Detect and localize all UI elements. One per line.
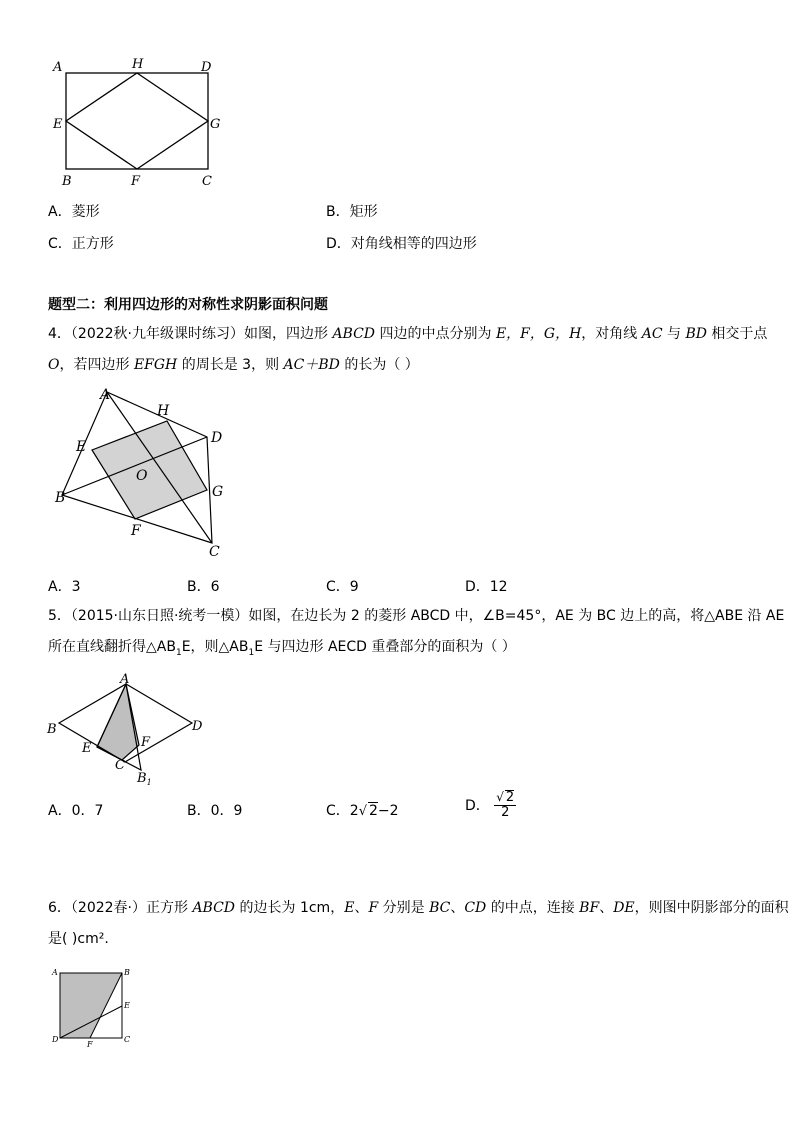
label-g: G bbox=[210, 117, 221, 132]
label-g: G bbox=[212, 484, 224, 500]
q3-option-a[interactable]: A．菱形 bbox=[48, 204, 100, 220]
q4-option-b[interactable]: B．6 bbox=[187, 579, 220, 595]
label-e: E bbox=[53, 117, 63, 132]
label-c: C bbox=[209, 544, 220, 560]
label-f: F bbox=[131, 174, 141, 189]
label-e: E bbox=[76, 439, 87, 455]
label-c: C bbox=[115, 758, 125, 773]
shaded-region bbox=[60, 973, 122, 1038]
label-b: B bbox=[55, 490, 66, 506]
q5-option-d[interactable]: D． $\frac{√ 2}{2}$ bbox=[465, 790, 515, 820]
label-b: B bbox=[62, 174, 72, 189]
label-f: F bbox=[131, 523, 141, 539]
q3-option-b[interactable]: B．矩形 bbox=[326, 204, 378, 220]
q5-option-a[interactable]: A．0．7 bbox=[48, 803, 104, 819]
q5-text-line2: 所在直线翻折得$\triangle AB_1E$，则$\triangle AB_1E$ 与四边形 AECD 重叠部分的面积为（ ） bbox=[48, 639, 516, 658]
label-f: F bbox=[141, 735, 151, 750]
label-h: H bbox=[157, 403, 170, 419]
label-d: D bbox=[192, 719, 203, 734]
fraction-root2-over-2: $\frac{√ 2}{2}$ bbox=[496, 790, 515, 820]
rectangle-abcd bbox=[66, 73, 208, 169]
label-d: D bbox=[201, 60, 212, 75]
q4-option-d[interactable]: D．12 bbox=[465, 579, 508, 595]
label-c: C bbox=[124, 1035, 131, 1044]
section-title: 题型二：利用四边形的对称性求阴影面积问题 bbox=[48, 297, 328, 313]
q4-text-line1: 4．（2022秋·九年级课时练习）如图，四边形 ABCD 四边的中点分别为 E，F，G，H，对角线 AC 与 BD 相交于点 bbox=[48, 326, 768, 342]
q5-text-line1: 5．（2015·山东日照·统考一模）如图，在边长为 2 的菱形 ABCD 中，∠B=45°，AE 为 BC 边上的高，将△ABE 沿 AE bbox=[48, 608, 785, 624]
q5-option-b[interactable]: B．0．9 bbox=[187, 803, 243, 819]
q5-option-c[interactable]: C．2√ 2−2 bbox=[326, 803, 399, 819]
label-h: H bbox=[132, 57, 144, 72]
label-a: A bbox=[120, 672, 130, 687]
q6-text-line1: 6．（2022春·）正方形 ABCD 的边长为 1cm，E、F 分别是 BC、CD 的中点，连接 BF、DE，则图中阴影部分的面积 bbox=[48, 900, 789, 916]
label-c: C bbox=[202, 174, 212, 189]
q6-figure-square bbox=[40, 965, 150, 1050]
q6-text-line2: 是( )cm². bbox=[48, 931, 109, 947]
label-b1: $B_1$ bbox=[137, 771, 152, 787]
shaded-efgh bbox=[92, 421, 207, 519]
label-b: B bbox=[47, 722, 57, 737]
label-a: A bbox=[100, 387, 111, 403]
figure-rectangle-rhombus bbox=[40, 55, 240, 195]
label-d: D bbox=[211, 430, 223, 446]
label-e: E bbox=[82, 741, 92, 756]
rhombus-ehgf bbox=[66, 73, 208, 169]
q3-option-c[interactable]: C．正方形 bbox=[48, 236, 114, 252]
q4-option-a[interactable]: A．3 bbox=[48, 579, 81, 595]
q3-option-d[interactable]: D．对角线相等的四边形 bbox=[326, 236, 477, 252]
label-a: A bbox=[52, 968, 58, 977]
label-e: E bbox=[124, 1001, 130, 1010]
label-f: F bbox=[87, 1040, 93, 1049]
label-a: A bbox=[53, 60, 63, 75]
q4-text-line2: O，若四边形 EFGH 的周长是 3，则 AC＋BD 的长为（ ） bbox=[48, 357, 419, 373]
q5-figure-rhombus bbox=[40, 670, 220, 790]
label-o: O bbox=[136, 468, 148, 484]
q4-option-c[interactable]: C．9 bbox=[326, 579, 359, 595]
label-d: D bbox=[52, 1035, 59, 1044]
q4-figure-quadrilateral bbox=[40, 385, 250, 565]
label-b: B bbox=[124, 968, 130, 977]
